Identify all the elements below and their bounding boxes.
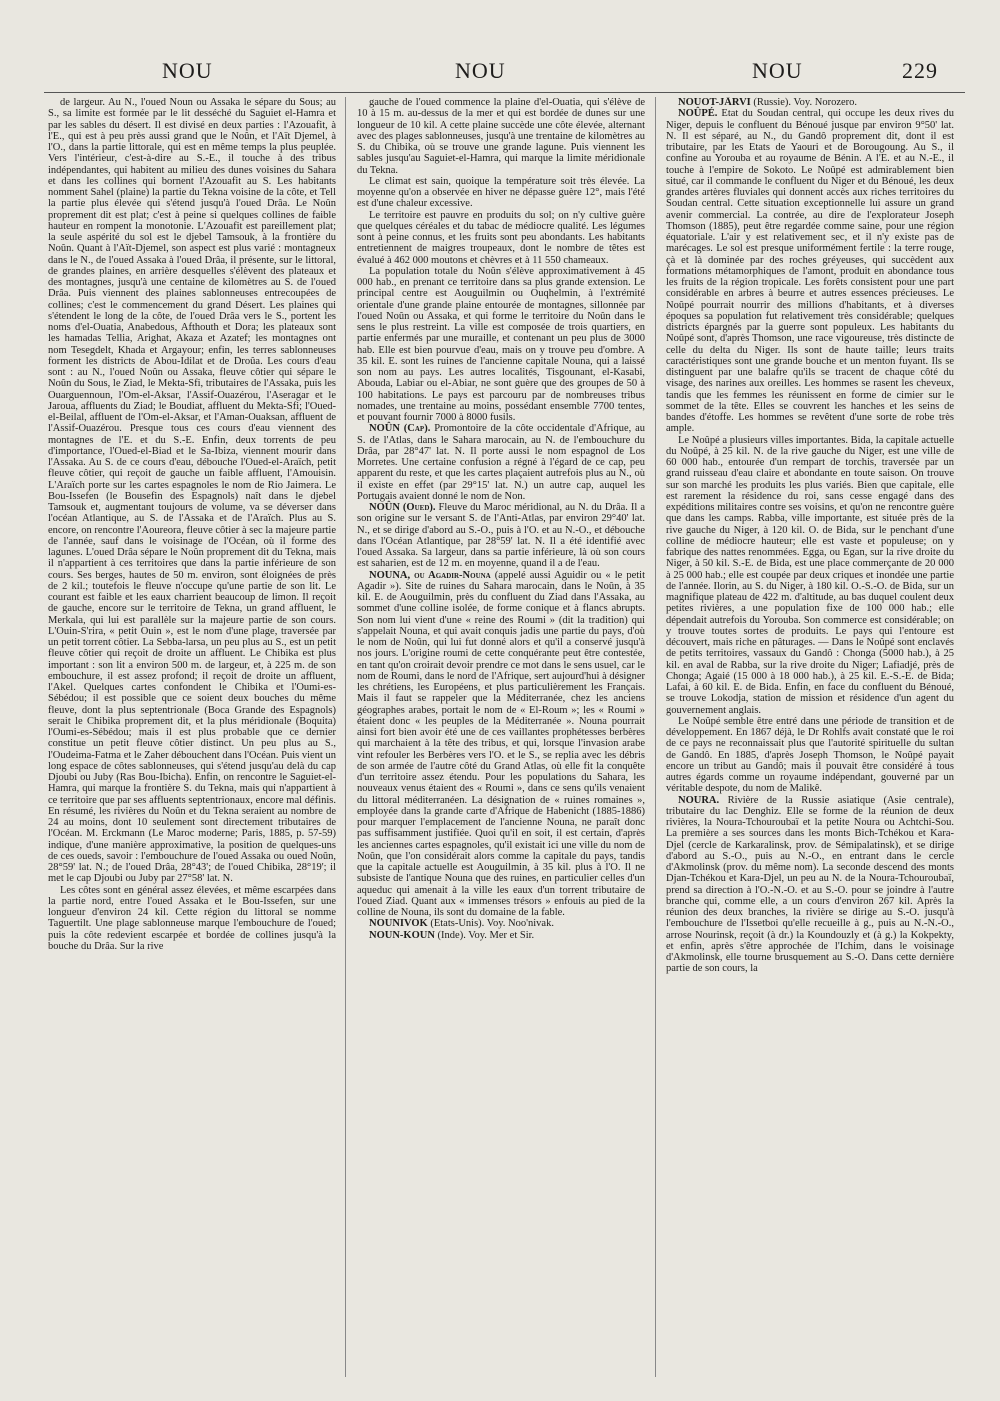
dictionary-entry bbox=[666, 108, 954, 434]
entry-headword: NOUOT-JÄRVI bbox=[678, 97, 751, 108]
paragraph-text: Le territoire est pauvre en produits du sol; on n'y cultive guère que quelques céréales et du tabac de médiocre qualité. Les légumes sont à peine connus, et les fruits sont peu abondants. Les habitants entretiennent de maigres troupeaux, dont le nombre de têtes est évalué à 462 000 moutons et chèvres et à 11 550 chameaux. bbox=[357, 209, 645, 266]
paragraph-text: (Russie). Voy. Norozero. bbox=[753, 97, 858, 108]
paragraph-text: Les côtes sont en général assez élevées, et même escarpées dans la partie nord, entre l'oued Assaka et le Bou-Issefen, sur une longueur d'environ 24 kil. Cette région du littoral se nomme Taguertilt. Une plage sablonneuse marque l'embouchure de l'oued; puis la côte redevient escarpée et bordée de collines jusqu'à la bouche du Drâa. Sur la rive bbox=[48, 884, 336, 952]
running-head-right: NOU bbox=[752, 58, 803, 83]
paragraph bbox=[357, 266, 645, 424]
column-separator bbox=[655, 97, 656, 1377]
column-separator bbox=[345, 97, 346, 1377]
entry-headword: NOUNIVOK bbox=[369, 918, 428, 930]
running-head-center: NOU bbox=[455, 58, 506, 83]
text-column-3 bbox=[666, 97, 954, 1382]
paragraph bbox=[666, 716, 954, 795]
entry-headword: NOUNA, ou Agadir-Nouna bbox=[369, 569, 491, 581]
entry-headword: NOÛN (Oued). bbox=[369, 502, 436, 513]
paragraph bbox=[357, 97, 645, 176]
paragraph-text: Rivière de la Russie asiatique (Asie centrale), tributaire du lac Denghiz. Elle se forme de la réunion de deux rivières, la Noura-Tchouroubaï et la petite Noura ou Achtchi-Sou. La première a ses sources dans les monts Bich-Tchékou et Kara-Djel (cercle de Karkaralinsk, prov. de Sémipalatinsk), et se dirige d'abord au S.-O., puis au N.-O., en entrant dans le cercle d'Akmolinsk (prov. du même nom). La seconde descend des monts Djan-Tchékou et Kara-Djel, un peu au N. de la Noura-Tchouroubaï, prend sa direction à l'O.-N.-O. et au S.-O. pour se joindre à l'autre branche qui, comme elle, a un cours d'environ 267 kil. Après la réunion des deux branches, la rivière se dirige au S.-O. jusqu'à l'embouchure de l'Issetboi qu'elle recueille à g., puis au N.-N.-O., arrose Nourinsk, reçoit (à dr.) la Koundouzly et (à g.) la Kokpekty, et enfin, après s'être approchée de l'Ichim, dans le voisinage d'Akmolinsk, elle tourne brusquement au S.-O. Dans cette dernière partie de son cours, la bbox=[666, 794, 954, 975]
dictionary-entry bbox=[357, 502, 645, 570]
entry-headword: NOÛPÉ. bbox=[678, 108, 718, 120]
paragraph bbox=[357, 210, 645, 266]
paragraph bbox=[357, 176, 645, 210]
paragraph-text: Le Noûpé a plusieurs villes importantes. Bida, la capitale actuelle du Noûpé, à 25 kil. N. de la rive gauche du Niger, est une ville de 60 000 hab., entourée d'un rempart de torchis, traversée par un grand ruisseau d'eau claire et abondante en toute saison. On trouve sur son marché les produits les plus variés. Bien que capitale, elle est rarement la résidence du roi, sans cesse engagé dans des expéditions militaires contre ses voisins, et qu'on ne rencontre guère que dans les camps. Rabba, ville importante, est située près de la rive gauche du Niger, à 120 kil. O. de Bida, sur le penchant d'une colline de médiocre hauteur; elle est vaste et populeuse; on y fabrique des nattes renommées. Egga, ou Egan, sur la rive droite du Niger, à 50 kil. S.-E. de Bida, est une place commerçante de 20 000 à 25 000 hab.; elle est coupée par deux criques et inondée une partie de l'année. Ilorin, au S. du Niger, à 180 kil. O.-S.-O. de Bida, sur un magnifique plateau de 422 m. d'altitude, au bas duquel coulent deux petites rivières, a une population fixe de 100 000 hab.; elle dépendait autrefois du Yorouba. Son commerce est considérable; on y trouve toutes sortes de produits. Le pays qui l'entoure est découvert, mais riche en pâturages. — Dans le Noûpé sont enclavés de petits territoires, vassaux du Gandô : Chonga (5000 hab.), à 25 kil. en aval de Rabba, sur la rive droite du Niger; Lafiadjé, près de Chonga; Agaié (15 000 à 18 000 hab.), à 25 kil. E.-S.-E. de Bida; Lafai, à 60 kil. E. de Bida. Enfin, en face du confluent du Bénoué, se trouve Lokodja, station de mission et résidence d'un agent du gouvernement anglais. bbox=[666, 434, 954, 716]
paragraph-text: Promontoire de la côte occidentale d'Afrique, au S. de l'Atlas, dans le Sahara marocain, au N. de l'embouchure du Drâa, par 28°47' lat. N. Il porte aussi le nom espagnol de Los Morretes. Une certaine confusion a régné à l'égard de ce cap, peu apparent du reste, et que les cartes plaçaient autrefois plus au N., où il existe en effet (par 29°15' lat. N.) un autre cap, auquel les Portugais avaient donné le nom de Non. bbox=[357, 423, 645, 502]
paragraph bbox=[48, 97, 336, 885]
paragraph bbox=[48, 885, 336, 953]
paragraph-text: de largeur. Au N., l'oued Noun ou Assaka le sépare du Sous; au S., sa limite est formée par le lit desséché du Saguiet el-Hamra et par les sables du désert. Il est divisé en deux parties : l'Azouafit, à l'E., qui est à peu près aussi grand que le Noûn, et l'Aït Djemel, à l'O., dans la partie littorale, qui est en même temps la plus peuplée. Vers l'intérieur, c'est-à-dire au S.-E., il touche à des tribus indépendantes, qui habitent au milieu des dunes voisines du Sahara et dans les collines qui bornent l'Azouafit au S. Les habitants nomment Sahel (plaine) la partie du Tekna voisine de la côte, et Tell la partie plus élevée qui s'étend jusqu'à l'oued Drâa. Le Noûn proprement dit est plat; c'est à peine si quelques collines de faible hauteur en rompent la monotonie. L'Azouafit est pareillement plat; la seule aspérité du sol est le djebel Tamsouk, à la frontière du Noûn. Quant à l'Aït-Djemel, son aspect est plus varié : montagneux dans le N., de l'oued Assaka à l'oued Drâa, il présente, sur le littoral, de grandes plaines, en arrière desquelles s'élèvent des plateaux et des montagnes, jusqu'à une centaine de kilomètres au S. de l'oued Drâa. Puis viennent des plaines sablonneuses entrecoupées de collines; c'est le commencement du grand Désert. Les plaines qui s'étendent le long de la côte, de l'oued Drâa vers le S., portent les noms d'el-Ouatia, Anabedous, Afthouth et Dora; les plateaux sont les hamadas Tellia, Arighat, Akaza et Azatef; les montagnes ont nom Tesegdelt, Khada et Argayour; enfin, les terres sablonneuses forment les districts de Abou-Idilat et de Droûa. Les cours d'eau sont : au N., l'oued Noûn ou Assaka, fleuve côtier qui sépare le Noûn du Sous, le Ziad, le Mekta-Sfi, tributaires de l'Assaka, puis les Ouarguennoun, l'Om-el-Aksar, l'Assif-Ouazérou, l'Aseragar et le Jaroua, affluents du Ziad; le Boudiat, affluent du Mekta-Sfi; l'Oued-el-Beilal, affluent de l'Om-el-Aksar, et l'Aman-Ouaksan, affluent de l'Assif-Ouazérou. Presque tous ces cours d'eau viennent des montagnes de l'E. et du S.-E. Enfin, deux torrents de peu d'importance, l'Oued-el-Biad et le Sa-Ibiza, viennent mourir dans l'Assaka. Au S. de ce cours d'eau, débouche l'Oued-el-Araïch, petit fleuve côtier, qui reçoit de gauche un faible affluent, l'Amouisin. L'Araïch porte sur les cartes espagnoles le nom de Rio Jaimera. Le Bou-Issefen (le Bousefin des Espagnols) naît dans le djebel Tamsouk et, augmentant toujours de volume, va se déverser dans l'océan Atlantique, au S. de l'Assaka et de l'Araïch. Plus au S. encore, on rencontre l'Aoureora, fleuve côtier à sec la majeure partie de l'année, sauf dans le voisinage de l'Océan, où il forme des lagunes. L'oued Drâa sépare le Noûn proprement dit du Tekna, mais il n'appartient à ces territoires que dans la partie inférieure de son cours. Ses berges, hautes de 50 m. environ, sont éloignées de près de 2 kil.; toutefois le fleuve n'occupe qu'une partie de son lit. Le courant est faible et les eaux charrient beaucoup de limon. Il reçoit de gauche, encore sur le territoire de Tekna, un grand affluent, le Merkala, qui lui est parallèle sur la majeure partie de son cours. L'Ouin-S'rira, « petit Ouin », est le nom d'une plage, traversée par un petit torrent côtier. La Sebba-larsa, un peu plus au S., est un petit fleuve côtier qui reçoit de droite un affluent. Le Chibika est plus important : son lit a environ 500 m. de largeur, et, à 225 m. de son embouchure, il est assez profond; il reçoit de droite un affluent, l'Akel. Quelques cartes confondent le Chibika et l'Oumi-es-Sébédou; il est possible que ce soient deux bouches du même fleuve, dont la plus septentrionale (Boca Grande des Espagnols) serait le Chibika proprement dit, et la plus méridionale (Boquita) l'Oumi-es-Sébédou; mais il est plus probable que ce dernier constitue un petit fleuve côtier distinct. Un peu plus au S., l'Oudeima-Fatma et le Zaher débouchent dans l'Océan. Puis vient un long espace de côtes sablonneuses, qui s'étend jusqu'au delà du cap Djoubi ou Juby (Ras Bou-Ibicha). Enfin, on rencontre le Saguiet-el-Hamra, qui marque la frontière S. du Tekna, mais qui n'appartient à ce territoire que par ses affluents septentrionaux, encore mal définis. En résumé, les rivières du Noûn et du Tekna seraient au nombre de 24 au moins, dont 10 seulement sont directement tributaires de l'Océan. M. Erckmann (Le Maroc moderne; Paris, 1885, p. 57-59) indique, d'une manière approximative, la position de quelques-uns de ces oueds, savoir : l'embouchure de l'oued Assaka ou oued Noûn, 28°59' lat. N.; de l'oued Drâa, 28°43'; de l'oued Chibika, 28°19'; il met le cap Djoubi ou Juby par 27°58' lat. N. bbox=[48, 97, 336, 885]
paragraph bbox=[666, 435, 954, 716]
dictionary-entry bbox=[666, 97, 954, 108]
paragraph-text: La population totale du Noûn s'élève approximativement à 45 000 hab., en prenant ce territoire dans sa plus grande extension. Le principal centre est Aouguilmin ou Ouqhelmin, à l'extrémité orientale d'une grande plaine entourée de montagnes, sillonnée par l'oued Noûn ou Assaka, et qui forme le territoire du Noûn dans le sens le plus restreint. La ville est composée de trois quartiers, en partie enfermés par une muraille, et contenant un peu plus de 3000 hab. Elle est bien pourvue d'eau, mais on y trouve peu d'ombre. A 35 kil. E. sont les ruines de l'ancienne capitale Nouna, qui a laissé son nom au pays. Les autres localités, Tisgounant, el-Kasabi, Abouda, Labiar ou el-Abiar, ne sont guère que des groupes de 50 à 100 habitations. Le pays est parcouru par de nombreuses tribus nomades, une trentaine au moins, possédant ensemble 7700 tentes, et pouvant fournir 7000 à 8000 fusils. bbox=[357, 265, 645, 423]
text-column-2 bbox=[357, 97, 645, 1382]
paragraph-text: Etat du Soudan central, qui occupe les deux rives du Niger, depuis le confluent du Bénoué jusque par environ 9°50' lat. N. Il est séparé, au N., du Gandô proprement dit, dont il est tributaire, par les Etats de Yaouri et de Borougoung. Au S., il confine au Yorouba et au royaume de Bénin. A l'E. et au N.-E., il touche à l'empire de Sokoto. Le Noûpé est admirablement bien situé, car il commande le confluent du Niger et du Bénoué, les deux grandes artères fluviales qui donnent accès aux riches territoires du Soudan central. Cette situation exceptionnelle lui assure un grand avenir commercial. La contrée, au dire de l'explorateur Joseph Thomson (1885), peut être regardée comme saine, pour une région équatoriale. L'air y est relativement sec, et il n'y existe pas de marécages. Le sol est presque uniformément fertile : la terre rouge, çà et là dominée par des roches gréyeuses, qui succèdent aux formations métamorphiques de l'amont, produit en abondance tous les fruits de la région tropicale. Les forêts consistent pour une part considérable en arbres à beurre et autres essences précieuses. Le Noûpé pourrait nourrir des millions d'habitants, et à diverses époques sa population fut relativement très considérable; quelques districts épargnés par la guerre sont populeux. Les habitants du Noûpé sont, d'après Thomson, une race vigoureuse, très distincte de celle du delta du Niger. Ils sont de haute taille; leurs traits caractéristiques sont une grande bouche et un menton fuyant. Ils se distinguent par une balafre qu'ils se tracent de chaque côté du visage, des narines aux oreilles. Les hommes se rasent les cheveux, tandis que les femmes les réunissent en forme de cimier sur le sommet de la tête. Elles se couvrent les hanches et les seins de bandes d'étoffe. Les hommes se revêtent d'une sorte de robe très ample. bbox=[666, 108, 954, 435]
text-column-1 bbox=[48, 97, 336, 1382]
dictionary-entry bbox=[357, 570, 645, 919]
paragraph-text: (Etats-Unis). Voy. Noo'nivak. bbox=[430, 918, 554, 930]
paragraph-text: gauche de l'oued commence la plaine d'el-Ouatia, qui s'élève de 10 à 15 m. au-dessus de la mer et qui est bordée de dunes sur une longueur de 10 kil. A cette plaine succède une côte élevée, alternant avec des plages sablonneuses, jusqu'à une trentaine de kilomètres au S. du Chibika, où se trouve une grande lagune. Puis viennent les sables jusqu'au Saguiet-el-Hamra, qui marque la limite méridionale du Tekna. bbox=[357, 97, 645, 176]
paragraph-text: (appelé aussi Aguidir ou « le petit Agadir »). Site de ruines du Sahara marocain, dans le Noûn, à 35 kil. E. de Aouguilmin, près du confluent du Ziad dans l'Assaka, au sommet d'une colline isolée, de forme conique et à flancs abrupts. Son nom lui vient d'une « reine des Roumi » (dit la tradition) qui s'appelait Nouna, et qui avait conquis jadis une partie du pays, d'où le nom de Noûn, qui lui fut donné alors et qu'il a conservé jusqu'à nos jours. L'origine roumi de cette conquérante peut être contestée, en tant qu'on croirait devoir prendre ce mot dans le sens usuel, car le nom de Roumi, dans le nord de l'Afrique, sert aujourd'hui à désigner les chrétiens, les Européens, et plus particulièrement les Français. Mais il faut se rappeler que la Méditerranée, chez les anciens géographes arabes, portait le nom de « El-Roum »; les « Roumi » étaient donc « les peuples de la Méditerranée ». Nouna pourrait ainsi fort bien avoir été une de ces vaillantes prophétesses berbères qui marchaient à la tête des tribus, et qui, lorsque l'invasion arabe vint refouler les Berbères vers l'O. et le S., se replia avec les débris de son armée de l'autre côté du Grand Atlas, où elle fit la conquête d'un territoire assez étendu. Pour les populations du Sahara, les nouveaux venus étaient des « Roumi », dans ce sens qu'ils venaient du littoral méditerranéen. La désignation de « ruines romaines », employée dans la grande carte d'Afrique de Habenicht (1885-1886) pour marquer l'emplacement de l'ancienne Nouna, ne paraît donc pas suffisamment justifiée. Quoi qu'il en soit, il est certain, d'après les anciennes cartes espagnoles, qu'il existait ici une ville du nom de Noûn, que l'on considérait alors comme la capitale du pays, tandis que la capitale actuelle est Aouguilmin, à 35 kil. plus à l'O. Il ne subsiste de l'antique Nouna que des ruines, en particulier celles d'un aqueduc qui amenait à la ville les eaux d'un torrent tributaire de l'oued Ziad. Quant aux « immenses trésors » enfouis au pied de la colline de Nouna, ils sont du domaine de la fable. bbox=[357, 569, 645, 918]
entry-headword: NOUN-KOUN bbox=[369, 929, 435, 941]
running-head-left: NOU bbox=[162, 58, 213, 83]
entry-headword: NOÛN (Cap). bbox=[369, 423, 431, 435]
paragraph-text: Fleuve du Maroc méridional, au N. du Drâa. Il a son origine sur le versant S. de l'Anti-Atlas, par environ 29°40' lat. N., et se dirige d'abord au S.-O., puis à l'O. et au N.-O., et débouche dans l'Océan Atlantique, par 28°59' lat. N. Il a été identifié avec l'oued Assaka. Sa largeur, dans sa partie inférieure, là où son cours est saharien, est de 12 m. en moyenne, quand il a de l'eau. bbox=[357, 502, 645, 570]
dictionary-entry bbox=[357, 930, 645, 941]
paragraph-text: (Inde). Voy. Mer et Sir. bbox=[437, 929, 535, 941]
page-number: 229 bbox=[902, 58, 938, 83]
dictionary-entry bbox=[666, 795, 954, 975]
dictionary-entry bbox=[357, 918, 645, 929]
header-rule bbox=[44, 92, 965, 93]
entry-headword: NOURA. bbox=[678, 794, 720, 806]
paragraph-text: Le Noûpé semble être entré dans une période de transition et de développement. En 1867 déjà, le Dr Rohlfs avait constaté que le roi de ce pays ne reconnaissait plus que l'autorité spirituelle du sultan de Gandô. En 1885, d'après Joseph Thomson, le Noûpé payait encore un tribut au Gandô; mais il pouvait être considéré à tous autres égards comme un royaume indépendant, gouverné par un véritable despote, du nom de Malikê. bbox=[666, 715, 954, 795]
dictionary-entry bbox=[357, 423, 645, 502]
paragraph-text: Le climat est sain, quoique la température soit très élevée. La moyenne qu'on a observée en hiver ne dépasse guère 12°, mais l'été est d'une chaleur excessive. bbox=[357, 175, 645, 210]
